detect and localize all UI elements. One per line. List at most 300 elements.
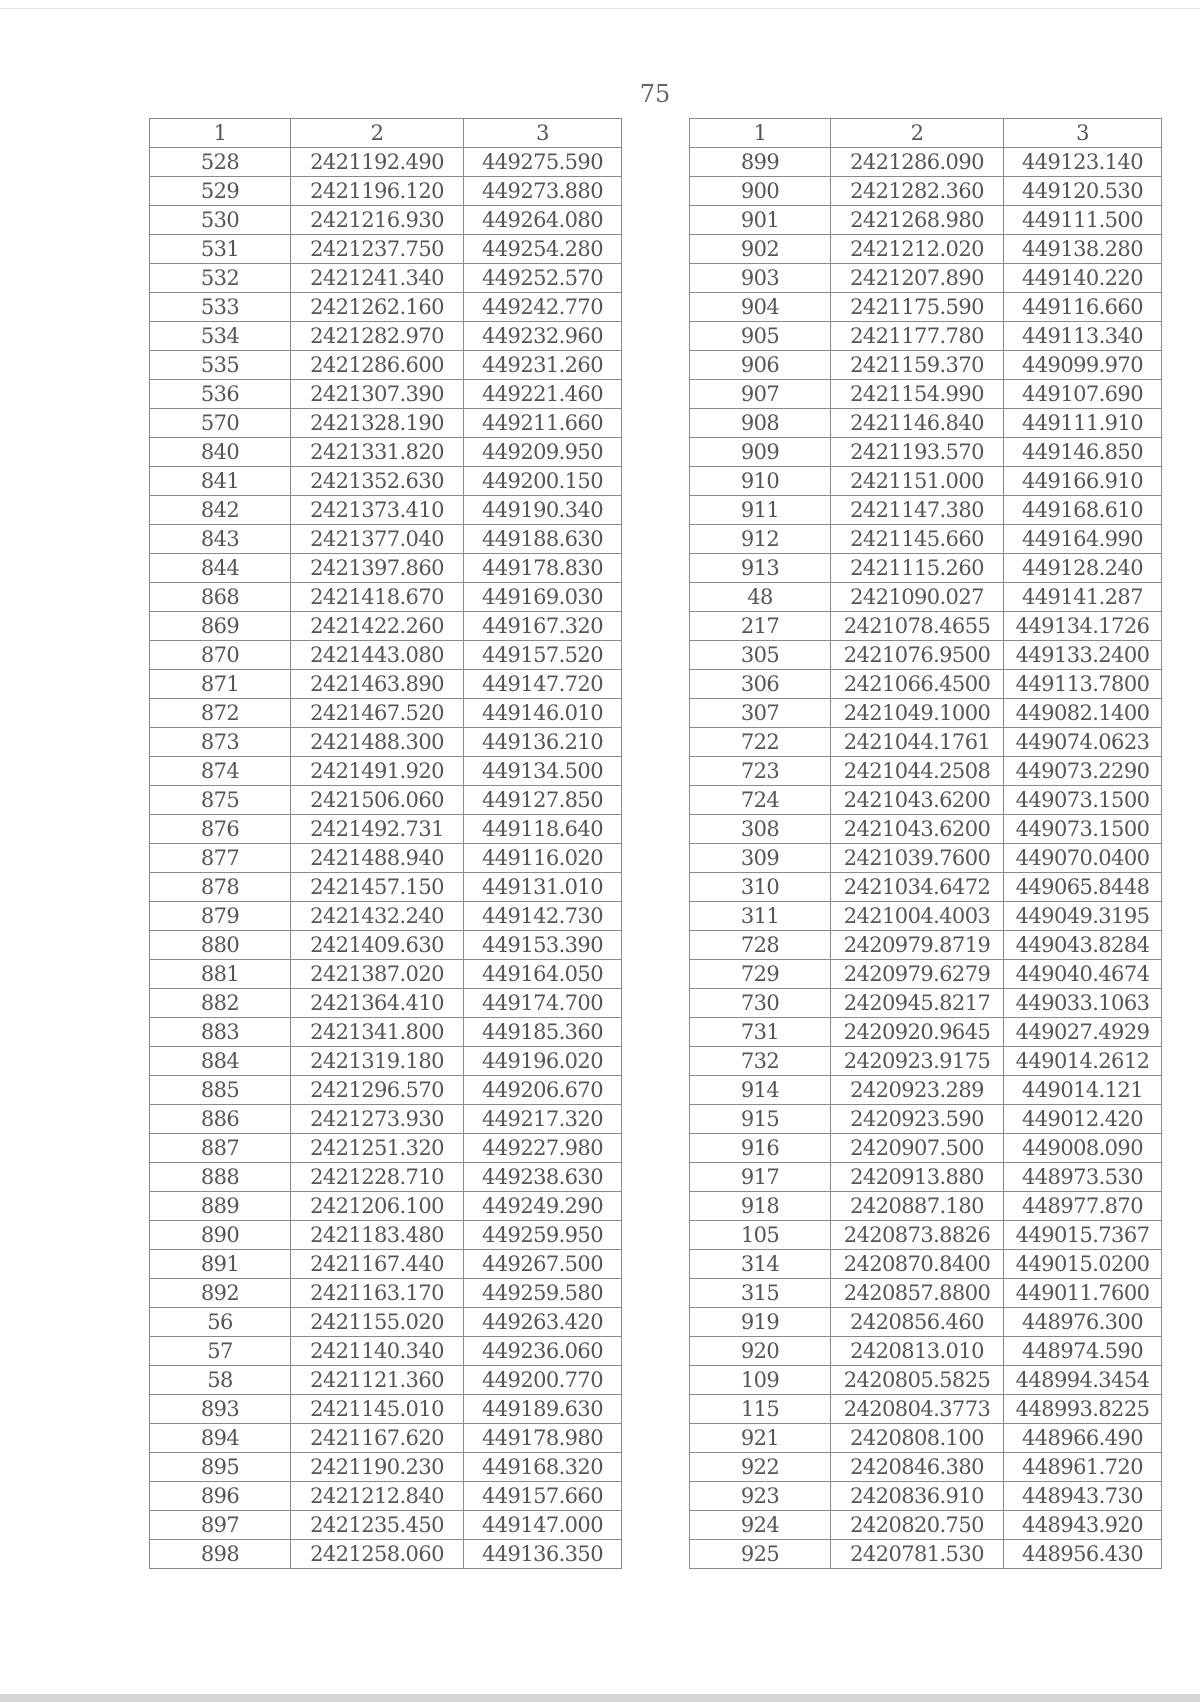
x-coordinate-cell: 2421034.6472 [831, 873, 1004, 902]
y-coordinate-cell: 449190.340 [464, 496, 622, 525]
table-row [690, 670, 1162, 699]
table-row [690, 1192, 1162, 1221]
table-row [150, 438, 622, 467]
table-row [690, 902, 1162, 931]
x-coordinate-cell: 2420979.8719 [831, 931, 1004, 960]
point-number-cell: 924 [690, 1511, 831, 1540]
x-coordinate-cell: 2421177.780 [831, 322, 1004, 351]
point-number-cell: 305 [690, 641, 831, 670]
x-coordinate-cell: 2420820.750 [831, 1511, 1004, 1540]
point-number-cell: 883 [150, 1018, 291, 1047]
point-number-cell: 732 [690, 1047, 831, 1076]
x-coordinate-cell: 2420846.380 [831, 1453, 1004, 1482]
table-row [150, 1482, 622, 1511]
table-row [150, 1192, 622, 1221]
point-number-cell: 530 [150, 206, 291, 235]
point-number-cell: 887 [150, 1134, 291, 1163]
y-coordinate-cell: 448943.920 [1004, 1511, 1162, 1540]
table-header-row [150, 119, 622, 148]
table-row [150, 873, 622, 902]
point-number-cell: 844 [150, 554, 291, 583]
y-coordinate-cell: 449140.220 [1004, 264, 1162, 293]
y-coordinate-cell: 449116.020 [464, 844, 622, 873]
x-coordinate-cell: 2420907.500 [831, 1134, 1004, 1163]
x-coordinate-cell: 2421115.260 [831, 554, 1004, 583]
x-coordinate-cell: 2421268.980 [831, 206, 1004, 235]
x-coordinate-cell: 2421443.080 [291, 641, 464, 670]
x-coordinate-cell: 2421418.670 [291, 583, 464, 612]
x-coordinate-cell: 2421146.840 [831, 409, 1004, 438]
x-coordinate-cell: 2421159.370 [831, 351, 1004, 380]
table-row [150, 351, 622, 380]
x-coordinate-cell: 2421043.6200 [831, 786, 1004, 815]
y-coordinate-cell: 449107.690 [1004, 380, 1162, 409]
point-number-cell: 908 [690, 409, 831, 438]
point-number-cell: 536 [150, 380, 291, 409]
point-number-cell: 895 [150, 1453, 291, 1482]
point-number-cell: 723 [690, 757, 831, 786]
table-row [690, 1047, 1162, 1076]
table-row [150, 583, 622, 612]
y-coordinate-cell: 449196.020 [464, 1047, 622, 1076]
x-coordinate-cell: 2420873.8826 [831, 1221, 1004, 1250]
table-row [150, 815, 622, 844]
point-number-cell: 925 [690, 1540, 831, 1569]
table-row [150, 844, 622, 873]
point-number-cell: 115 [690, 1395, 831, 1424]
x-coordinate-cell: 2421282.970 [291, 322, 464, 351]
table-row [690, 1018, 1162, 1047]
y-coordinate-cell: 448976.300 [1004, 1308, 1162, 1337]
table-row [690, 1250, 1162, 1279]
point-number-cell: 906 [690, 351, 831, 380]
x-coordinate-cell: 2421043.6200 [831, 815, 1004, 844]
point-number-cell: 870 [150, 641, 291, 670]
y-coordinate-cell: 449128.240 [1004, 554, 1162, 583]
x-coordinate-cell: 2421228.710 [291, 1163, 464, 1192]
x-coordinate-cell: 2421212.840 [291, 1482, 464, 1511]
y-coordinate-cell: 449264.080 [464, 206, 622, 235]
table-row [150, 1134, 622, 1163]
y-coordinate-cell: 449012.420 [1004, 1105, 1162, 1134]
y-coordinate-cell: 449231.260 [464, 351, 622, 380]
y-coordinate-cell: 449136.210 [464, 728, 622, 757]
point-number-cell: 920 [690, 1337, 831, 1366]
table-row [690, 1163, 1162, 1192]
table-row [150, 1018, 622, 1047]
point-number-cell: 902 [690, 235, 831, 264]
point-number-cell: 882 [150, 989, 291, 1018]
x-coordinate-cell: 2421140.340 [291, 1337, 464, 1366]
table-row [150, 1540, 622, 1569]
point-number-cell: 307 [690, 699, 831, 728]
point-number-cell: 896 [150, 1482, 291, 1511]
point-number-cell: 901 [690, 206, 831, 235]
table-row [690, 815, 1162, 844]
point-number-cell: 731 [690, 1018, 831, 1047]
column-header-3: 3 [464, 119, 622, 148]
y-coordinate-cell: 448973.530 [1004, 1163, 1162, 1192]
table-row [150, 1221, 622, 1250]
x-coordinate-cell: 2421121.360 [291, 1366, 464, 1395]
point-number-cell: 109 [690, 1366, 831, 1395]
x-coordinate-cell: 2421286.090 [831, 148, 1004, 177]
point-number-cell: 918 [690, 1192, 831, 1221]
point-number-cell: 890 [150, 1221, 291, 1250]
table-row [690, 583, 1162, 612]
point-number-cell: 893 [150, 1395, 291, 1424]
point-number-cell: 533 [150, 293, 291, 322]
point-number-cell: 535 [150, 351, 291, 380]
x-coordinate-cell: 2421192.490 [291, 148, 464, 177]
x-coordinate-cell: 2421491.920 [291, 757, 464, 786]
table-row [150, 525, 622, 554]
table-row [150, 960, 622, 989]
x-coordinate-cell: 2421251.320 [291, 1134, 464, 1163]
point-number-cell: 904 [690, 293, 831, 322]
y-coordinate-cell: 449027.4929 [1004, 1018, 1162, 1047]
table-row [150, 1047, 622, 1076]
point-number-cell: 877 [150, 844, 291, 873]
table-row [150, 641, 622, 670]
point-number-cell: 910 [690, 467, 831, 496]
table-row [150, 554, 622, 583]
y-coordinate-cell: 449033.1063 [1004, 989, 1162, 1018]
y-coordinate-cell: 449178.980 [464, 1424, 622, 1453]
x-coordinate-cell: 2421488.940 [291, 844, 464, 873]
page-number: 75 [639, 80, 671, 108]
column-header-1: 1 [150, 119, 291, 148]
point-number-cell: 217 [690, 612, 831, 641]
x-coordinate-cell: 2421328.190 [291, 409, 464, 438]
table-row [690, 438, 1162, 467]
point-number-cell: 879 [150, 902, 291, 931]
x-coordinate-cell: 2420923.590 [831, 1105, 1004, 1134]
y-coordinate-cell: 449206.670 [464, 1076, 622, 1105]
x-coordinate-cell: 2421206.100 [291, 1192, 464, 1221]
table-row [150, 322, 622, 351]
y-coordinate-cell: 448966.490 [1004, 1424, 1162, 1453]
table-row [150, 409, 622, 438]
table-row [150, 757, 622, 786]
table-row [150, 1250, 622, 1279]
y-coordinate-cell: 449011.7600 [1004, 1279, 1162, 1308]
point-number-cell: 880 [150, 931, 291, 960]
point-number-cell: 728 [690, 931, 831, 960]
y-coordinate-cell: 449209.950 [464, 438, 622, 467]
y-coordinate-cell: 449040.4674 [1004, 960, 1162, 989]
table-row [690, 1366, 1162, 1395]
x-coordinate-cell: 2421341.800 [291, 1018, 464, 1047]
point-number-cell: 885 [150, 1076, 291, 1105]
x-coordinate-cell: 2421364.410 [291, 989, 464, 1018]
table-row [690, 612, 1162, 641]
table-row [150, 235, 622, 264]
table-row [690, 728, 1162, 757]
y-coordinate-cell: 449242.770 [464, 293, 622, 322]
y-coordinate-cell: 448993.8225 [1004, 1395, 1162, 1424]
x-coordinate-cell: 2421235.450 [291, 1511, 464, 1540]
point-number-cell: 868 [150, 583, 291, 612]
table-row [150, 293, 622, 322]
point-number-cell: 841 [150, 467, 291, 496]
point-number-cell: 911 [690, 496, 831, 525]
y-coordinate-cell: 449015.7367 [1004, 1221, 1162, 1250]
x-coordinate-cell: 2421262.160 [291, 293, 464, 322]
point-number-cell: 311 [690, 902, 831, 931]
table-row [150, 1076, 622, 1105]
point-number-cell: 917 [690, 1163, 831, 1192]
x-coordinate-cell: 2421090.027 [831, 583, 1004, 612]
y-coordinate-cell: 449259.580 [464, 1279, 622, 1308]
y-coordinate-cell: 449249.290 [464, 1192, 622, 1221]
y-coordinate-cell: 449123.140 [1004, 148, 1162, 177]
y-coordinate-cell: 449147.000 [464, 1511, 622, 1540]
y-coordinate-cell: 449167.320 [464, 612, 622, 641]
x-coordinate-cell: 2421167.620 [291, 1424, 464, 1453]
y-coordinate-cell: 449131.010 [464, 873, 622, 902]
point-number-cell: 314 [690, 1250, 831, 1279]
y-coordinate-cell: 449166.910 [1004, 467, 1162, 496]
x-coordinate-cell: 2420923.289 [831, 1076, 1004, 1105]
point-number-cell: 724 [690, 786, 831, 815]
y-coordinate-cell: 448977.870 [1004, 1192, 1162, 1221]
x-coordinate-cell: 2420945.8217 [831, 989, 1004, 1018]
scan-edge-top [0, 8, 1200, 9]
table-row [690, 148, 1162, 177]
point-number-cell: 722 [690, 728, 831, 757]
y-coordinate-cell: 449185.360 [464, 1018, 622, 1047]
table-row [150, 786, 622, 815]
x-coordinate-cell: 2421190.230 [291, 1453, 464, 1482]
y-coordinate-cell: 449073.1500 [1004, 786, 1162, 815]
point-number-cell: 872 [150, 699, 291, 728]
y-coordinate-cell: 449188.630 [464, 525, 622, 554]
x-coordinate-cell: 2420857.8800 [831, 1279, 1004, 1308]
x-coordinate-cell: 2420836.910 [831, 1482, 1004, 1511]
y-coordinate-cell: 449252.570 [464, 264, 622, 293]
x-coordinate-cell: 2421163.170 [291, 1279, 464, 1308]
table-row [690, 496, 1162, 525]
table-row [690, 467, 1162, 496]
point-number-cell: 871 [150, 670, 291, 699]
x-coordinate-cell: 2420870.8400 [831, 1250, 1004, 1279]
point-number-cell: 886 [150, 1105, 291, 1134]
point-number-cell: 529 [150, 177, 291, 206]
x-coordinate-cell: 2421216.930 [291, 206, 464, 235]
x-coordinate-cell: 2421212.020 [831, 235, 1004, 264]
point-number-cell: 916 [690, 1134, 831, 1163]
table-row [150, 1279, 622, 1308]
table-row [690, 554, 1162, 583]
table-row [690, 1308, 1162, 1337]
y-coordinate-cell: 449120.530 [1004, 177, 1162, 206]
point-number-cell: 894 [150, 1424, 291, 1453]
table-row [690, 1453, 1162, 1482]
y-coordinate-cell: 449168.610 [1004, 496, 1162, 525]
table-row [690, 931, 1162, 960]
y-coordinate-cell: 449200.770 [464, 1366, 622, 1395]
x-coordinate-cell: 2420887.180 [831, 1192, 1004, 1221]
table-row [150, 699, 622, 728]
table-row [690, 351, 1162, 380]
x-coordinate-cell: 2421175.590 [831, 293, 1004, 322]
table-row [690, 235, 1162, 264]
x-coordinate-cell: 2420804.3773 [831, 1395, 1004, 1424]
table-row [690, 1511, 1162, 1540]
x-coordinate-cell: 2421145.010 [291, 1395, 464, 1424]
y-coordinate-cell: 449111.910 [1004, 409, 1162, 438]
y-coordinate-cell: 449157.520 [464, 641, 622, 670]
point-number-cell: 531 [150, 235, 291, 264]
table-row [150, 1453, 622, 1482]
y-coordinate-cell: 449134.500 [464, 757, 622, 786]
x-coordinate-cell: 2421387.020 [291, 960, 464, 989]
x-coordinate-cell: 2421145.660 [831, 525, 1004, 554]
point-number-cell: 308 [690, 815, 831, 844]
y-coordinate-cell: 449014.2612 [1004, 1047, 1162, 1076]
table-row [150, 1337, 622, 1366]
table-header-row [690, 119, 1162, 148]
point-number-cell: 869 [150, 612, 291, 641]
table-row [150, 496, 622, 525]
table-row [690, 989, 1162, 1018]
x-coordinate-cell: 2421463.890 [291, 670, 464, 699]
x-coordinate-cell: 2421193.570 [831, 438, 1004, 467]
table-row [690, 525, 1162, 554]
point-number-cell: 891 [150, 1250, 291, 1279]
x-coordinate-cell: 2421237.750 [291, 235, 464, 264]
y-coordinate-cell: 449254.280 [464, 235, 622, 264]
x-coordinate-cell: 2421467.520 [291, 699, 464, 728]
table-row [690, 1337, 1162, 1366]
x-coordinate-cell: 2421377.040 [291, 525, 464, 554]
column-header-3: 3 [1004, 119, 1162, 148]
y-coordinate-cell: 449008.090 [1004, 1134, 1162, 1163]
y-coordinate-cell: 449275.590 [464, 148, 622, 177]
table-row [690, 1395, 1162, 1424]
y-coordinate-cell: 449200.150 [464, 467, 622, 496]
table-row [690, 177, 1162, 206]
point-number-cell: 903 [690, 264, 831, 293]
y-coordinate-cell: 449073.1500 [1004, 815, 1162, 844]
point-number-cell: 907 [690, 380, 831, 409]
y-coordinate-cell: 448956.430 [1004, 1540, 1162, 1569]
x-coordinate-cell: 2421307.390 [291, 380, 464, 409]
x-coordinate-cell: 2421183.480 [291, 1221, 464, 1250]
y-coordinate-cell: 449113.7800 [1004, 670, 1162, 699]
y-coordinate-cell: 449138.280 [1004, 235, 1162, 264]
y-coordinate-cell: 449014.121 [1004, 1076, 1162, 1105]
y-coordinate-cell: 448994.3454 [1004, 1366, 1162, 1395]
y-coordinate-cell: 448943.730 [1004, 1482, 1162, 1511]
x-coordinate-cell: 2420913.880 [831, 1163, 1004, 1192]
y-coordinate-cell: 449142.730 [464, 902, 622, 931]
x-coordinate-cell: 2421432.240 [291, 902, 464, 931]
point-number-cell: 528 [150, 148, 291, 177]
x-coordinate-cell: 2421241.340 [291, 264, 464, 293]
y-coordinate-cell: 449164.050 [464, 960, 622, 989]
y-coordinate-cell: 449174.700 [464, 989, 622, 1018]
point-number-cell: 905 [690, 322, 831, 351]
table-row [150, 467, 622, 496]
x-coordinate-cell: 2421506.060 [291, 786, 464, 815]
x-coordinate-cell: 2421282.360 [831, 177, 1004, 206]
x-coordinate-cell: 2421167.440 [291, 1250, 464, 1279]
table-row [690, 844, 1162, 873]
point-number-cell: 914 [690, 1076, 831, 1105]
x-coordinate-cell: 2421492.731 [291, 815, 464, 844]
column-header-2: 2 [291, 119, 464, 148]
y-coordinate-cell: 449074.0623 [1004, 728, 1162, 757]
point-number-cell: 105 [690, 1221, 831, 1250]
x-coordinate-cell: 2421207.890 [831, 264, 1004, 293]
point-number-cell: 921 [690, 1424, 831, 1453]
coordinates-table-left [149, 118, 622, 1569]
x-coordinate-cell: 2421397.860 [291, 554, 464, 583]
y-coordinate-cell: 449049.3195 [1004, 902, 1162, 931]
y-coordinate-cell: 449227.980 [464, 1134, 622, 1163]
table-row [150, 1395, 622, 1424]
table-row [690, 1105, 1162, 1134]
point-number-cell: 919 [690, 1308, 831, 1337]
x-coordinate-cell: 2421273.930 [291, 1105, 464, 1134]
table-row [690, 409, 1162, 438]
scan-edge-bottom [0, 1694, 1200, 1702]
y-coordinate-cell: 449263.420 [464, 1308, 622, 1337]
x-coordinate-cell: 2421155.020 [291, 1308, 464, 1337]
point-number-cell: 570 [150, 409, 291, 438]
point-number-cell: 843 [150, 525, 291, 554]
x-coordinate-cell: 2421044.2508 [831, 757, 1004, 786]
table-row [690, 322, 1162, 351]
y-coordinate-cell: 449259.950 [464, 1221, 622, 1250]
point-number-cell: 873 [150, 728, 291, 757]
x-coordinate-cell: 2421488.300 [291, 728, 464, 757]
x-coordinate-cell: 2421049.1000 [831, 699, 1004, 728]
x-coordinate-cell: 2420808.100 [831, 1424, 1004, 1453]
coordinates-table-right [689, 118, 1162, 1569]
y-coordinate-cell: 449116.660 [1004, 293, 1162, 322]
x-coordinate-cell: 2421154.990 [831, 380, 1004, 409]
y-coordinate-cell: 449153.390 [464, 931, 622, 960]
table-row [690, 699, 1162, 728]
y-coordinate-cell: 448961.720 [1004, 1453, 1162, 1482]
x-coordinate-cell: 2421076.9500 [831, 641, 1004, 670]
table-row [690, 641, 1162, 670]
table-row [690, 1221, 1162, 1250]
table-row [150, 902, 622, 931]
table-row [690, 1279, 1162, 1308]
point-number-cell: 315 [690, 1279, 831, 1308]
point-number-cell: 888 [150, 1163, 291, 1192]
y-coordinate-cell: 449111.500 [1004, 206, 1162, 235]
point-number-cell: 48 [690, 583, 831, 612]
point-number-cell: 881 [150, 960, 291, 989]
point-number-cell: 730 [690, 989, 831, 1018]
point-number-cell: 900 [690, 177, 831, 206]
x-coordinate-cell: 2420923.9175 [831, 1047, 1004, 1076]
y-coordinate-cell: 449217.320 [464, 1105, 622, 1134]
point-number-cell: 915 [690, 1105, 831, 1134]
y-coordinate-cell: 449099.970 [1004, 351, 1162, 380]
x-coordinate-cell: 2421147.380 [831, 496, 1004, 525]
y-coordinate-cell: 449164.990 [1004, 525, 1162, 554]
point-number-cell: 532 [150, 264, 291, 293]
table-row [150, 148, 622, 177]
y-coordinate-cell: 449141.287 [1004, 583, 1162, 612]
point-number-cell: 842 [150, 496, 291, 525]
